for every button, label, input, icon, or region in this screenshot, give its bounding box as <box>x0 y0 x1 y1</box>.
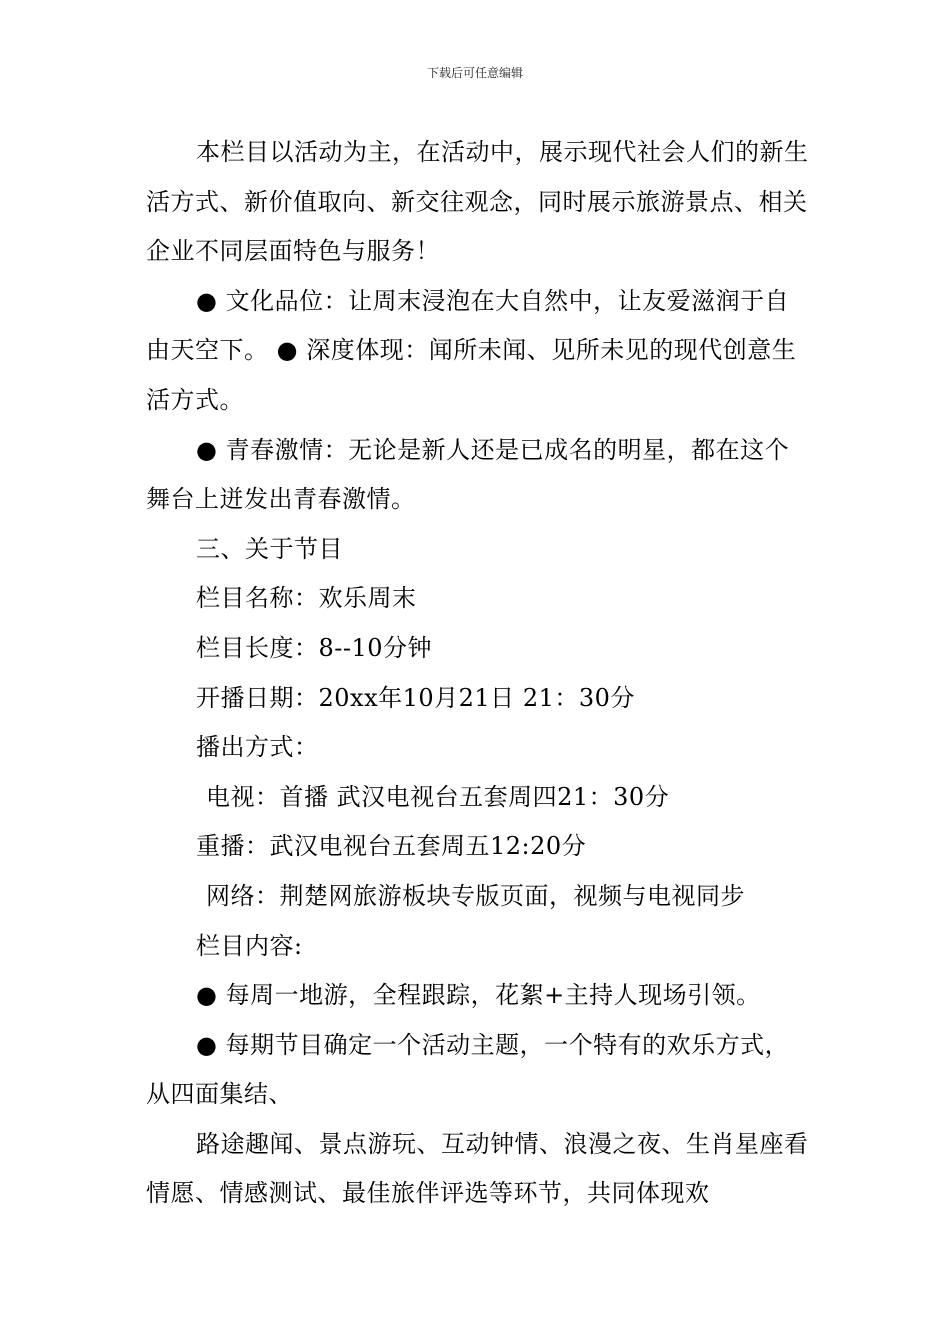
paragraph-youth-passion: ● 青春激情：无论是新人还是已成名的明星，都在这个舞台上迸发出青春激情。 <box>146 435 790 514</box>
broadcast-tv: 电视：首播 武汉电视台五套周四21：30分 <box>206 782 670 811</box>
page-header: 下载后可任意编辑 <box>426 66 523 80</box>
content-item-weekly-tour: ● 每周一地游，全程跟踪，花絮+主持人现场引领。 <box>196 981 761 1010</box>
program-length: 栏目长度：8--10分钟 <box>196 633 433 662</box>
broadcast-method-label: 播出方式： <box>196 733 319 762</box>
section-heading-about-program: 三、关于节目 <box>196 534 343 563</box>
paragraph-intro: 本栏目以活动为主，在活动中，展示现代社会人们的新生活方式、新价值取向、新交往观念，同时展示旅游景点、相关企业不同层面特色与服务！ <box>146 138 809 266</box>
program-name: 栏目名称：欢乐周末 <box>196 584 417 613</box>
premiere-date: 开播日期：20xx年10月21日 21：30分 <box>196 683 635 712</box>
content-item-segments: 路途趣闻、景点游玩、互动钟情、浪漫之夜、生肖星座看情愿、情感测试、最佳旅伴评选等环节，共同体现欢 <box>146 1129 809 1208</box>
broadcast-rerun: 重播：武汉电视台五套周五12:20分 <box>196 832 587 861</box>
document-body <box>146 128 811 1219</box>
program-content-label: 栏目内容: <box>196 931 303 960</box>
broadcast-network: 网络：荆楚网旅游板块专版页面，视频与电视同步 <box>206 881 745 910</box>
content-item-theme: ● 每期节目确定一个活动主题，一个特有的欢乐方式，从四面集结、 <box>146 1030 790 1109</box>
paragraph-culture-depth: ● 文化品位：让周末浸泡在大自然中，让友爱滋润于自由天空下。 ● 深度体现：闻所未闻、见所未见的现代创意生活方式。 <box>146 286 797 414</box>
